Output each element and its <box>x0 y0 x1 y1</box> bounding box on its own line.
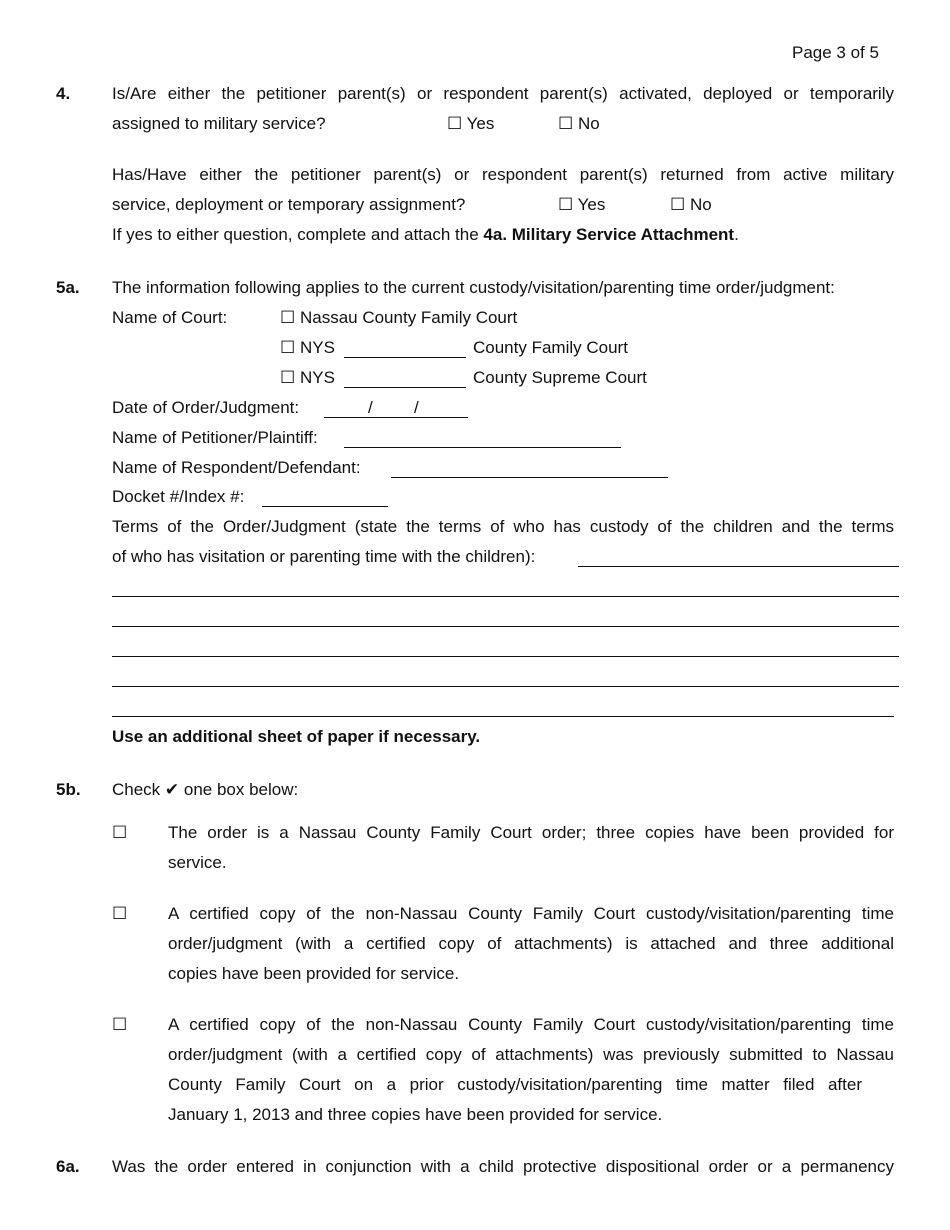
q5b-option1-line2: service. <box>168 853 227 872</box>
q5b-option2-checkbox[interactable]: ☐ <box>112 904 128 923</box>
terms-field-line-2[interactable] <box>112 596 899 597</box>
q6a-number: 6a. <box>56 1157 80 1176</box>
q5b-option2-line2: order/judgment (with a certified copy of attachments) is attached and three additional <box>168 934 894 953</box>
q5b-option3-line4: January 1, 2013 and three copies have been provided for service. <box>168 1105 663 1124</box>
q5b-option2-line1: A certified copy of the non-Nassau County Family Court custody/visitation/parenting time <box>168 904 894 923</box>
q4-number: 4. <box>56 84 71 103</box>
date-separator-1: / <box>368 398 373 417</box>
terms-field-line-6[interactable] <box>112 716 894 717</box>
respondent-name-label: Name of Respondent/Defendant: <box>112 458 361 477</box>
respondent-name-field[interactable] <box>391 477 668 478</box>
court-name-label: Name of Court: <box>112 308 228 327</box>
nys-family-county-field[interactable] <box>344 357 466 358</box>
court-option-family-suffix: County Family Court <box>473 338 628 357</box>
q5b-option2-line3: copies have been provided for service. <box>168 964 460 983</box>
docket-index-field[interactable] <box>262 506 388 507</box>
terms-field-line-5[interactable] <box>112 686 899 687</box>
nys-supreme-county-field[interactable] <box>344 387 466 388</box>
q4-attachment-instruction: If yes to either question, complete and attach the 4a. Military Service Attachment. <box>112 225 739 244</box>
q6a-line1: Was the order entered in conjunction with a child protective dispositional order or a permanency <box>112 1157 894 1176</box>
terms-field-line-1[interactable] <box>578 566 899 567</box>
court-option-nassau[interactable]: ☐ Nassau County Family Court <box>280 308 518 327</box>
q4-q2-yes-checkbox[interactable]: ☐ Yes <box>558 195 606 214</box>
q5b-number: 5b. <box>56 780 81 799</box>
q4-question1-line2: assigned to military service? <box>112 114 326 133</box>
court-option-nys-supreme[interactable]: ☐ NYS <box>280 368 335 387</box>
court-option-nys-family[interactable]: ☐ NYS <box>280 338 335 357</box>
date-of-order-field[interactable] <box>324 417 468 418</box>
terms-label-line1: Terms of the Order/Judgment (state the terms of who has custody of the children and the terms <box>112 517 894 536</box>
terms-field-line-4[interactable] <box>112 656 899 657</box>
q5a-number: 5a. <box>56 278 80 297</box>
court-option-supreme-suffix: County Supreme Court <box>473 368 647 387</box>
date-separator-2: / <box>414 398 419 417</box>
q4-q1-no-checkbox[interactable]: ☐ No <box>558 114 600 133</box>
q5b-option1-checkbox[interactable]: ☐ <box>112 823 128 842</box>
petitioner-name-label: Name of Petitioner/Plaintiff: <box>112 428 318 447</box>
q4-q2-no-checkbox[interactable]: ☐ No <box>670 195 712 214</box>
page-number: Page 3 of 5 <box>792 43 879 62</box>
q5b-option3-line1: A certified copy of the non-Nassau County Family Court custody/visitation/parenting time <box>168 1015 894 1034</box>
petitioner-name-field[interactable] <box>344 447 621 448</box>
q4-q1-yes-checkbox[interactable]: ☐ Yes <box>447 114 495 133</box>
q4-question2-line1: Has/Have either the petitioner parent(s) or respondent parent(s) returned from active military <box>112 165 894 184</box>
docket-index-label: Docket #/Index #: <box>112 487 245 506</box>
terms-label-line2: of who has visitation or parenting time with the children): <box>112 547 536 566</box>
q5b-intro: Check ✔ one box below: <box>112 780 299 799</box>
additional-sheet-note: Use an additional sheet of paper if necessary. <box>112 727 481 746</box>
q5b-option3-checkbox[interactable]: ☐ <box>112 1015 128 1034</box>
q4-question2-line2: service, deployment or temporary assignment? <box>112 195 466 214</box>
q5b-option3-line2: order/judgment (with a certified copy of attachments) was previously submitted to Nassau <box>168 1045 894 1064</box>
q5b-option1-line1: The order is a Nassau County Family Court order; three copies have been provided for <box>168 823 894 842</box>
date-of-order-label: Date of Order/Judgment: <box>112 398 300 417</box>
q5a-intro: The information following applies to the current custody/visitation/parenting time order/judgment: <box>112 278 835 297</box>
q4-question1-line1: Is/Are either the petitioner parent(s) or respondent parent(s) activated, deployed or temporarily <box>112 84 894 103</box>
military-attachment-reference: 4a. Military Service Attachment <box>483 225 735 244</box>
q5b-option3-line3: County Family Court on a prior custody/visitation/parenting time matter filed after <box>168 1075 862 1094</box>
terms-field-line-3[interactable] <box>112 626 899 627</box>
